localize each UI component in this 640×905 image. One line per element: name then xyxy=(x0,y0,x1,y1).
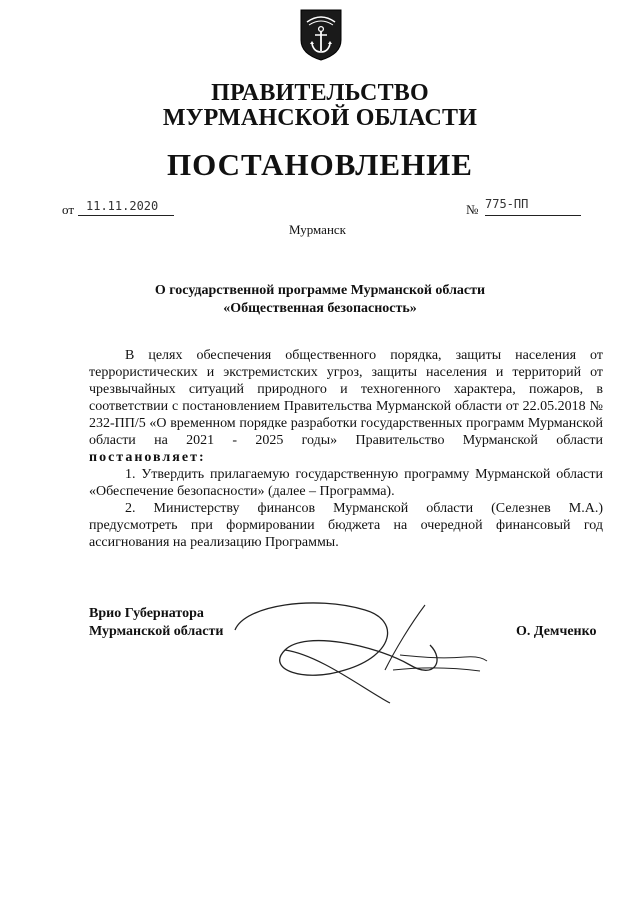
item-2: 2. Министерству финансов Мурманской области (Селезнев М.А.) предусмотреть при формировании бюджета на очередной финансовый год ассигнования на реализацию Программы. xyxy=(89,501,603,550)
date-field xyxy=(78,199,174,216)
number-value: 775-ПП xyxy=(485,197,529,211)
document-type-title: ПОСТАНОВЛЕНИЕ xyxy=(167,147,473,182)
org-name-line2: МУРМАНСКОЙ ОБЛАСТИ xyxy=(162,105,478,131)
signatory-name: О. Демченко xyxy=(516,624,597,639)
date-prefix: от xyxy=(62,202,75,217)
signatory-title-line1: Врио Губернатора xyxy=(89,606,204,621)
signatory-title-line2: Мурманской области xyxy=(89,624,224,639)
org-name-line1: ПРАВИТЕЛЬСТВО xyxy=(211,80,429,106)
document-body xyxy=(89,347,603,551)
decree-word: постановляет: xyxy=(89,450,206,465)
date-value: 11.11.2020 xyxy=(86,199,159,213)
city-name: Мурманск xyxy=(289,222,346,237)
intro-text: В целях обеспечения общественного порядка, защиты населения от террористических и экстремистских угроз, защиты населения и территорий от чрезвычайных ситуаций природного и техногенного характера, пожаров, в соответствии с постановлением Правительства Мурманской области от 22.05.2018 № 232-ПП/5 «О временном порядке разработки государственных программ Мурманской области на 2021 - 2025 годы» Правительство Мурманской области xyxy=(89,348,603,448)
intro-paragraph xyxy=(89,347,603,466)
subject-line1: О государственной программе Мурманской области xyxy=(154,283,486,298)
coat-of-arms-icon xyxy=(299,8,343,62)
handwritten-signature xyxy=(225,585,495,705)
item-1: 1. Утвердить прилагаемую государственную программу Мурманской области «Обеспечение безопасности» (далее – Программа). xyxy=(89,467,603,499)
number-prefix: № xyxy=(466,202,479,217)
number-field xyxy=(485,199,581,216)
subject-line2: «Общественная безопасность» xyxy=(223,301,417,316)
